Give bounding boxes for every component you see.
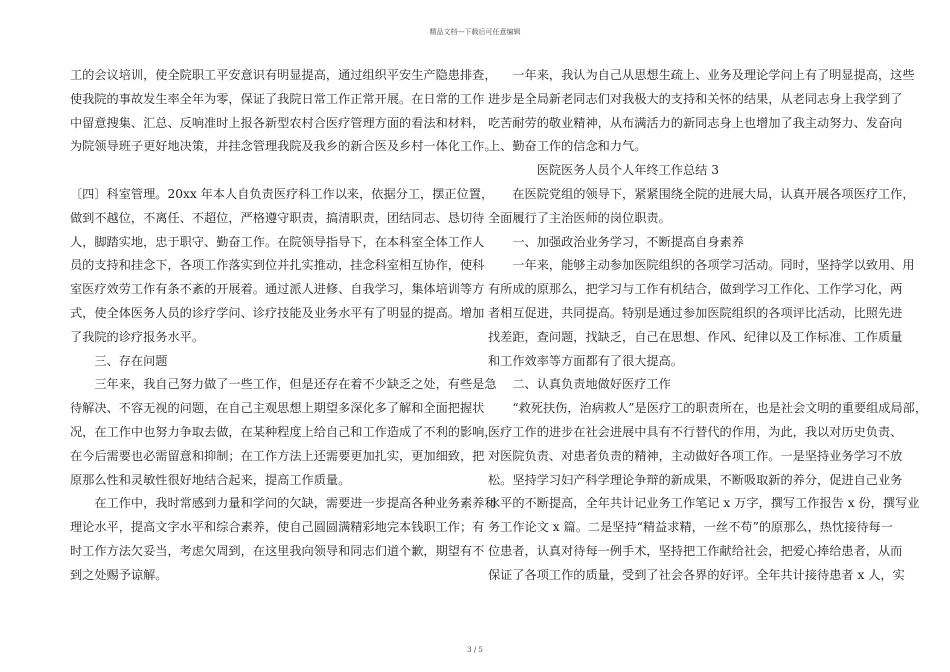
text-line: 员的支持和挂念下，各项工作落实到位并扎实推动，挂念科室相互协作，使科 — [70, 258, 485, 273]
text-line: 做到不越位，不离任、不超位，严格遵守职责，搞清职责，团结同志、恳切待 — [70, 210, 485, 225]
left-column — [70, 64, 497, 588]
text-line: 和工作效率等方面都有了很大提高。 — [488, 353, 683, 368]
text-line: 到之处赐予谅解。 — [70, 567, 168, 582]
page-header: 精品文档---下载后可任意编辑 — [429, 28, 521, 36]
paragraph-gap — [70, 159, 465, 183]
text-line: 室医疗效劳工作有条不紊的开展着。通过派人进修、自我学习，集体培训等方 — [70, 282, 485, 297]
text-line: 了我院的诊疗报务水平。 — [70, 329, 205, 344]
text-line: 对医院负责、对患者负责的精神，主动做好各项工作。一是坚持业务学习不放 — [488, 448, 903, 463]
text-line: 医疗工作的进步在社会进展中具有不行替代的作用，为此，我以对历史负责、 — [488, 424, 903, 439]
text-line: 在今后需要也必需留意和抑制；在工作方法上还需要更加扎实，更加细致，把 — [70, 448, 485, 463]
left-block-2 — [70, 183, 497, 588]
text-line: “救死扶伤，治病救人”是医疗工的职责所在，也是社会文明的重要组成局部， — [488, 401, 928, 416]
text-line: 〔四〕科室管理。20xx 年本人自负责医疗科工作以来，依据分工，摆正位置， — [70, 186, 494, 201]
text-line: 全面履行了主治医师的岗位职责。 — [488, 210, 671, 225]
section-heading: 二、认真负责地做好医疗工作 — [488, 377, 671, 392]
text-line: 式，使全体医务人员的诊疗学问、诊疗技能及业务水平有了明显的提高。增加 — [70, 305, 485, 320]
page-number: 3 / 5 — [467, 646, 483, 654]
section-heading: 一、加强政治业务学习，不断提高自身素养 — [488, 234, 744, 249]
text-line: 人，脚踏实地，忠于职守、勤奋工作。在院领导指导下，在本科室全体工作人 — [70, 234, 485, 249]
text-line: 有所成的原那么，把学习与工作有机结合，做到学习工作化、工作学习化，两 — [488, 282, 903, 297]
text-line: 位患者，认真对待每一例手术，坚持把工作献给社会，把爱心捧给患者，从而 — [488, 543, 903, 558]
text-line: 待解决、不容无视的问题，在自己主观思想上期望多深化多了解和全面把握状 — [70, 401, 485, 416]
text-line: 吃苦耐劳的敬业精神，从布满活力的新同志身上也增加了我主动努力、发奋向 — [488, 115, 903, 130]
text-line: 上、勤奋工作的信念和力气。 — [488, 139, 647, 154]
text-line: 原那么性和灵敏性很好地结合起来，提高工作质量。 — [70, 472, 351, 487]
text-line: 使我院的事故发生率全年为零，保证了我院日常工作正常开展。在日常的工作 — [70, 91, 485, 106]
text-line: 务工作论文 x 篇。二是坚持“精益求精，一丝不苟”的原那么，热忱接待每一 — [488, 520, 893, 535]
text-line: 水平的不断提高，全年共计记业务工作笔记 x 万字，撰写工作报告 x 份，撰写业 — [488, 496, 920, 511]
text-line: 在工作中，我时常感到力量和学问的欠缺，需要进一步提高各种业务素养和 — [70, 496, 497, 511]
text-line: 在医院党组的领导下，紧紧围绕全院的进展大局，认真开展各项医疗工作， — [488, 186, 915, 201]
text-line: 时工作方法欠妥当，考虑欠周到，在这里我向领导和同志们道个歉，期望有不 — [70, 543, 485, 558]
left-block-1 — [70, 64, 497, 159]
text-line: 者相互促进，共同提高。特别是通过参加医院组织的各项评比活动，比照先进 — [488, 305, 903, 320]
text-line: 保证了各项工作的质量，受到了社会各界的好评。全年共计接待患者 x 人，实 — [488, 567, 905, 582]
right-block — [488, 64, 928, 588]
text-line: 工的会议培训，使全院职工平安意识有明显提高，通过组织平安生产隐患排查， — [70, 68, 497, 82]
right-column — [488, 64, 928, 588]
text-line: 一年来，我认为自己从思想生疏上、业务及理论学问上有了明显提高，这些 — [488, 68, 915, 82]
text-line: 进步是全局新老同志们对我极大的支持和关怀的结果，从老同志身上我学到了 — [488, 91, 903, 106]
section-heading: 三、存在问题 — [70, 353, 168, 368]
section-title: 医院医务人员个人年终工作总结 3 — [488, 163, 720, 178]
text-line: 况，在工作中也努力争取去做，在某种程度上给自己和工作造成了不利的影响， — [70, 424, 497, 439]
text-line: 为院领导班子更好地决策，并挂念管理我院及我乡的新合医及乡村一体化工作。 — [70, 139, 497, 154]
text-line: 松。坚持学习妇产科学理论争辩的新成果，不断吸取新的养分，促进自己业务 — [488, 472, 903, 487]
text-line: 三年来，我自己努力做了一些工作，但是还存在着不少缺乏之处，有些是急 — [70, 377, 497, 392]
text-line: 一年来，能够主动参加医院组织的各项学习活动。同时，坚持学以致用、用 — [488, 258, 915, 273]
text-line: 中留意搜集、汇总、反响准时上报各新型农村合医疗管理方面的看法和材料， — [70, 115, 485, 130]
text-line: 找差距，查问题，找缺乏，自己在思想、作风、纪律以及工作标准、工作质量 — [488, 329, 903, 344]
text-line: 理论水平，提高文字水平和综合素养，使自己圆圆满精彩地完本钱职工作；有 — [70, 520, 485, 535]
